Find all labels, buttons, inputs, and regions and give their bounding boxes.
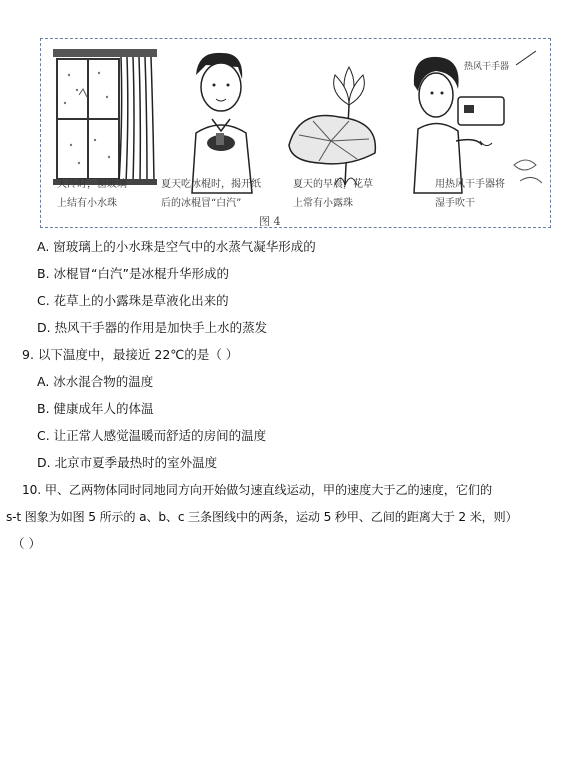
q9-stem: 9. 以下温度中，最接近 22℃的是（ ） (22, 347, 239, 362)
q9-option-a: A. 冰水混合物的温度 (37, 374, 154, 389)
caption-3-line-1: 夏天的早晨，花草 (293, 179, 373, 190)
q8-option-a: A. 窗玻璃上的小水珠是空气中的水蒸气凝华形成的 (37, 239, 316, 254)
lotus-flower-illustration (279, 45, 391, 195)
q10-stem-line-1: 10. 甲、乙两物体同时同地同方向开始做匀速直线运动，甲的速度大于乙的速度，它们的 (22, 483, 493, 497)
q10-stem-line-2: s-t 图象为如图 5 所示的 a、b、c 三条图线中的两条，运动 5 秒甲、乙间的距离大于 2 米，则） (6, 510, 518, 524)
caption-4-line-1: 用热风干手器将 (435, 179, 505, 190)
caption-4-line-2: 湿手吹干 (435, 198, 475, 209)
figure-label: 图 4 (259, 215, 281, 228)
window-curtain-illustration (49, 45, 161, 195)
caption-2-line-1: 夏天吃冰棍时，揭开纸 (161, 179, 261, 190)
q8-option-c: C. 花草上的小露珠是草液化出来的 (37, 293, 229, 308)
figure-4 (40, 38, 551, 228)
q9-option-b: B. 健康成年人的体温 (37, 401, 154, 416)
caption-3-line-2: 上常有小露珠 (293, 198, 353, 209)
dryer-label: 热风干手器 (464, 62, 510, 72)
caption-1-line-1: 天冷时，窗玻璃 (57, 179, 127, 190)
caption-2-line-2: 后的冰棍冒“白汽” (161, 198, 242, 209)
q9-option-d: D. 北京市夏季最热时的室外温度 (37, 455, 218, 470)
q8-option-b: B. 冰棍冒“白汽”是冰棍升华形成的 (37, 266, 229, 281)
q9-option-c: C. 让正常人感觉温暖而舒适的房间的温度 (37, 428, 267, 443)
caption-1-line-2: 上结有小水珠 (57, 198, 117, 209)
q10-answer-blank: （ ） (12, 536, 41, 551)
q8-option-d: D. 热风干手器的作用是加快手上水的蒸发 (37, 320, 268, 335)
boy-ice-pop-illustration (166, 45, 274, 195)
